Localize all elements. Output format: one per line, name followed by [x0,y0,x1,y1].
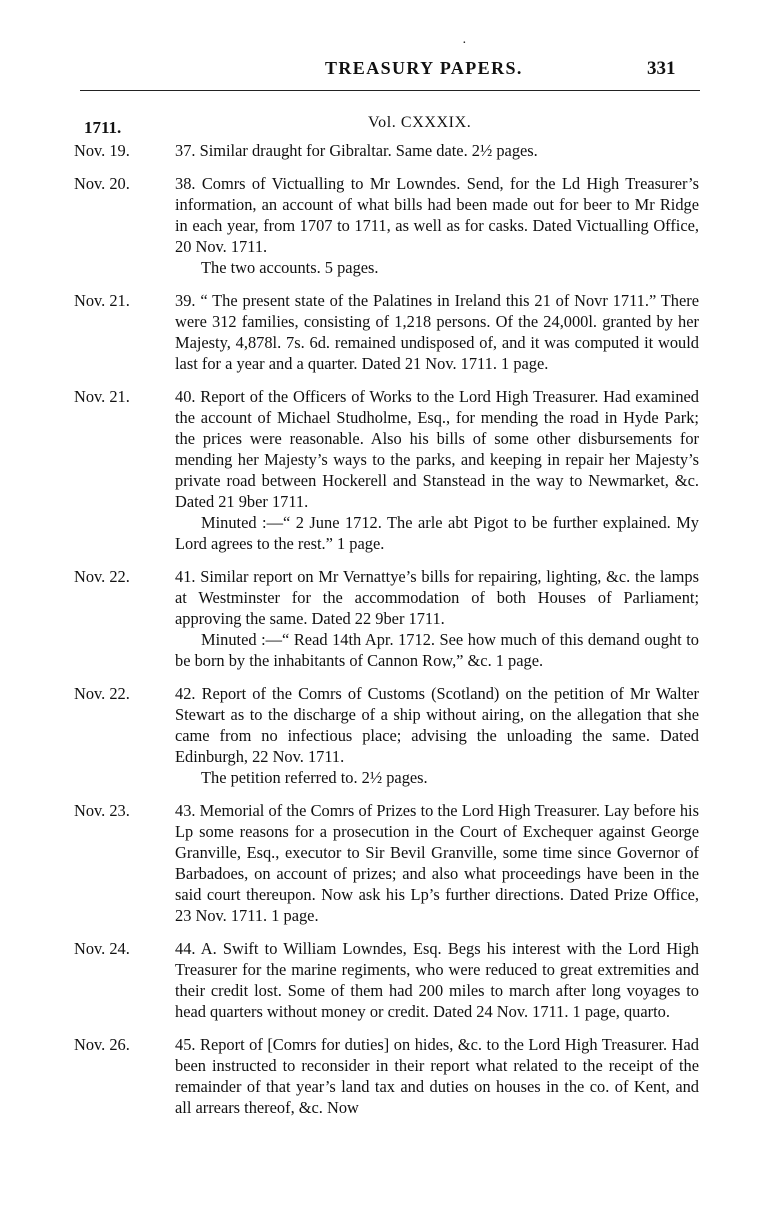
entry-body [175,140,699,161]
entry-note: The petition referred to. 2½ pages. [201,768,428,787]
entry-date: Nov. 23. [74,801,130,820]
entry-body [175,290,699,374]
volume-heading: Vol. CXXXIX. [368,114,472,131]
entry-text: 37. Similar draught for Gibraltar. Same date. 2½ pages. [175,141,538,160]
entry [0,683,770,788]
entry-body [175,800,699,926]
entry-note: Minuted :—“ 2 June 1712. The arle abt Pigot to be further explained. My Lord agrees to the rest.” 1 page. [175,513,699,553]
entry-text: 43. Memorial of the Comrs of Prizes to the Lord High Treasurer. Lay before his Lp some reasons for a prosecution in the Court of Exchequer against George Granville, Esq., executor to Sir Bevil Granville, some time since Governor of Barbadoes, on account of prizes; and also what proceedings have been in the said court thereupon. Now ask his Lp’s further directions. Dated Prize Office, 23 Nov. 1711. 1 page. [175,801,699,925]
page-header [0,36,770,88]
entry [0,938,770,1022]
entry [0,566,770,671]
entry [0,386,770,554]
header-rule [80,90,700,91]
page-number: 331 [647,58,676,79]
entry [0,173,770,278]
entry-text: 44. A. Swift to William Lowndes, Esq. Begs his interest with the Lord High Treasurer for the marine regiments, who were reduced to great extremities and their credit lost. Some of them had 200 miles to march after long voyages to head quarters without money or credit. Dated 24 Nov. 1711. 1 page, quarto. [175,939,699,1021]
running-title: TREASURY PAPERS. [325,58,523,78]
entry-date: Nov. 26. [74,1035,130,1054]
entry-body [175,386,699,554]
entry-note: The two accounts. 5 pages. [201,258,379,277]
entry-date: Nov. 20. [74,174,130,193]
entry-text: 39. “ The present state of the Palatines in Ireland this 21 of Novr 1711.” There were 312 families, consisting of 1,218 persons. Of the 24,000l. granted by her Majesty, 4,878l. 7s. 6d. remained undisposed of, and it was computed it would last for a year and a quarter. Dated 21 Nov. 1711. 1 page. [175,291,699,373]
entry-body [175,938,699,1022]
entry-text: 41. Similar report on Mr Vernattye’s bills for repairing, lighting, &c. the lamps at Westminster for the accommodation of both Houses of Parliament; approving the same. Dated 22 9ber 1711. [175,567,699,628]
year-heading: 1711. [84,118,122,137]
entry-text: 40. Report of the Officers of Works to the Lord High Treasurer. Had examined the account of Michael Studholme, Esq., for mending the road in Hyde Park; the prices were reasonable. Also his bills of some other disbursements for mending her Majesty’s ways to the parks, and keeping in repair her Majesty’s private road between Hockerell and Stanstead in the way to Newmarket, &c. Dated 21 9ber 1711. [175,387,699,511]
entry-note: Minuted :—“ Read 14th Apr. 1712. See how much of this demand ought to be born by the inhabitants of Cannon Row,” &c. 1 page. [175,630,699,670]
entry-date: Nov. 22. [74,684,130,703]
entry-body [175,1034,699,1118]
entry-text: 45. Report of [Comrs for duties] on hides, &c. to the Lord High Treasurer. Had been instructed to reconsider in their report what related to the receipt of the remainder of that year’s land tax and duties on houses in the co. of Kent, and all arrears thereof, &c. Now [175,1035,699,1117]
entry-body [175,566,699,671]
entry-body [175,683,699,788]
entry-text: 42. Report of the Comrs of Customs (Scotland) on the petition of Mr Walter Stewart as to the discharge of a ship without airing, on the allegation that she came from no infectious place; advising the unloading the same. Dated Edinburgh, 22 Nov. 1711. [175,684,699,766]
entry-body [175,173,699,278]
entry-date: Nov. 24. [74,939,130,958]
entry-list [0,140,770,1130]
entry-date: Nov. 22. [74,567,130,586]
entry-text: 38. Comrs of Victualling to Mr Lowndes. Send, for the Ld High Treasurer’s information, an account of what bills had been made out for beer to Mr Ridge in each year, from 1707 to 1711, as well as for casks. Dated Victualling Office, 20 Nov. 1711. [175,174,699,256]
entry-date: Nov. 21. [74,387,130,406]
entry [0,1034,770,1118]
entry-date: Nov. 21. [74,291,130,310]
entry-date: Nov. 19. [74,141,130,160]
entry [0,800,770,926]
entry [0,140,770,161]
entry [0,290,770,374]
header-mark: · [462,36,467,51]
